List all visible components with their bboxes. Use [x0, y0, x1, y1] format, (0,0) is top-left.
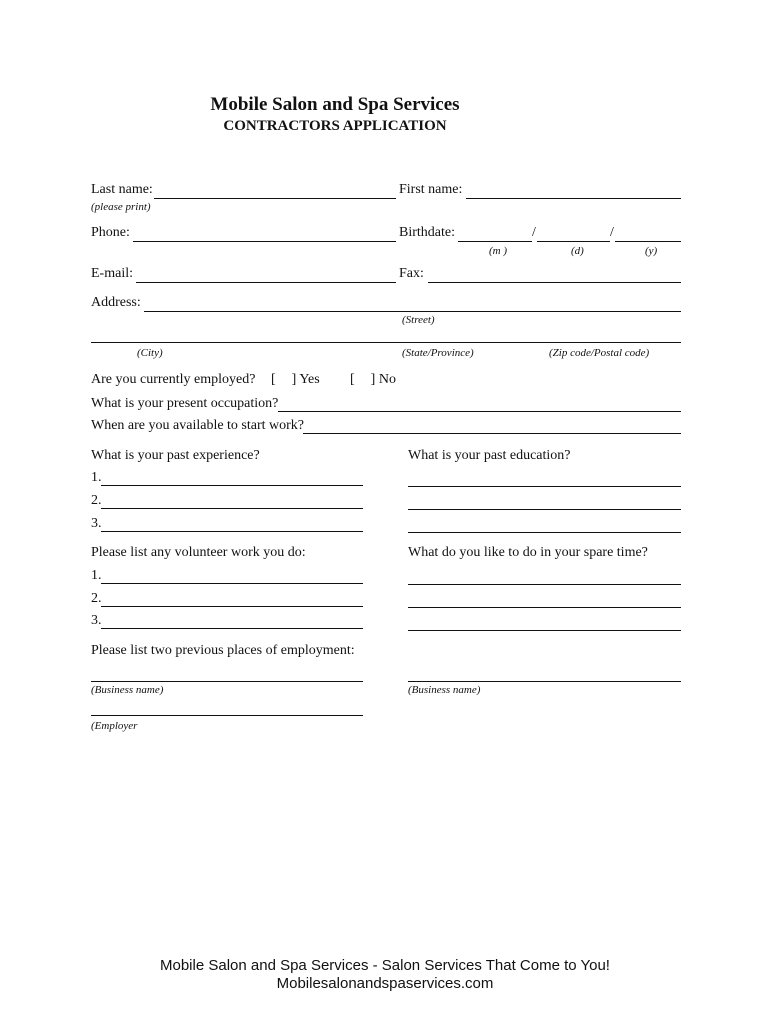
first-name-field[interactable] [466, 198, 681, 199]
first-name-label: First name: [399, 182, 463, 197]
city-state-zip-field[interactable] [91, 342, 681, 343]
email-field[interactable] [136, 282, 396, 283]
footer-website: Mobilesalonandspaservices.com [276, 975, 494, 992]
employer-caption: (Employer [91, 720, 138, 732]
previous-employment-label: Please list two previous places of employment: [91, 643, 355, 658]
education-label: What is your past education? [408, 448, 571, 463]
year-caption: (y) [645, 245, 658, 257]
volunteer-item-1-field[interactable] [101, 583, 363, 584]
last-name-field[interactable] [154, 198, 396, 199]
no-bracket: [ [350, 372, 355, 387]
education-line-3-field[interactable] [408, 532, 681, 533]
birth-month-field[interactable] [458, 241, 532, 242]
birth-day-field[interactable] [537, 241, 610, 242]
spare-time-label: What do you like to do in your spare time? [408, 545, 648, 560]
zip-caption: (Zip code/Postal code) [549, 347, 650, 359]
address-label: Address: [91, 295, 141, 310]
birth-year-field[interactable] [615, 241, 681, 242]
city-caption: (City) [137, 347, 163, 359]
experience-item-2-field[interactable] [101, 508, 363, 509]
volunteer-item-1-number: 1. [91, 568, 102, 583]
please-print-caption: (please print) [91, 201, 151, 213]
yes-label: ] Yes [291, 372, 320, 387]
volunteer-item-2-field[interactable] [101, 606, 363, 607]
birthdate-slash-1: / [532, 225, 536, 240]
availability-field[interactable] [303, 433, 681, 434]
availability-label: When are you available to start work? [91, 418, 305, 433]
employer-field[interactable] [91, 715, 363, 716]
volunteer-item-3-field[interactable] [101, 628, 363, 629]
day-caption: (d) [571, 245, 584, 257]
no-label: ] No [370, 372, 396, 387]
experience-item-3-field[interactable] [101, 531, 363, 532]
occupation-field[interactable] [278, 411, 681, 412]
month-caption: (m ) [489, 245, 508, 257]
volunteer-label: Please list any volunteer work you do: [91, 545, 306, 560]
yes-bracket: [ [271, 372, 276, 387]
business-name-1-field[interactable] [91, 681, 363, 682]
spare-time-line-3-field[interactable] [408, 630, 681, 631]
volunteer-item-2-number: 2. [91, 591, 102, 606]
form-subtitle: CONTRACTORS APPLICATION [223, 118, 447, 134]
fax-label: Fax: [399, 266, 424, 281]
volunteer-item-3-number: 3. [91, 613, 102, 628]
form-title: Mobile Salon and Spa Services [210, 94, 460, 115]
education-line-2-field[interactable] [408, 509, 681, 510]
yes-checkbox[interactable] [271, 372, 320, 388]
state-caption: (State/Province) [402, 347, 474, 359]
education-line-1-field[interactable] [408, 486, 681, 487]
no-checkbox[interactable] [350, 372, 396, 388]
email-label: E-mail: [91, 266, 133, 281]
experience-item-1-number: 1. [91, 470, 102, 485]
occupation-label: What is your present occupation? [91, 396, 279, 411]
phone-label: Phone: [91, 225, 130, 240]
birthdate-slash-2: / [610, 225, 614, 240]
experience-item-3-number: 3. [91, 516, 102, 531]
business-name-2-caption: (Business name) [408, 684, 481, 696]
street-field[interactable] [144, 311, 681, 312]
spare-time-line-2-field[interactable] [408, 607, 681, 608]
birthdate-label: Birthdate: [399, 225, 455, 240]
business-name-2-field[interactable] [408, 681, 681, 682]
last-name-label: Last name: [91, 182, 153, 197]
experience-item-1-field[interactable] [101, 485, 363, 486]
experience-label: What is your past experience? [91, 448, 260, 463]
spare-time-line-1-field[interactable] [408, 584, 681, 585]
employed-question: Are you currently employed? [91, 372, 256, 387]
street-caption: (Street) [402, 314, 435, 326]
business-name-1-caption: (Business name) [91, 684, 164, 696]
experience-item-2-number: 2. [91, 493, 102, 508]
footer-tagline: Mobile Salon and Spa Services - Salon Services That Come to You! [160, 957, 610, 974]
fax-field[interactable] [428, 282, 681, 283]
phone-field[interactable] [133, 241, 396, 242]
